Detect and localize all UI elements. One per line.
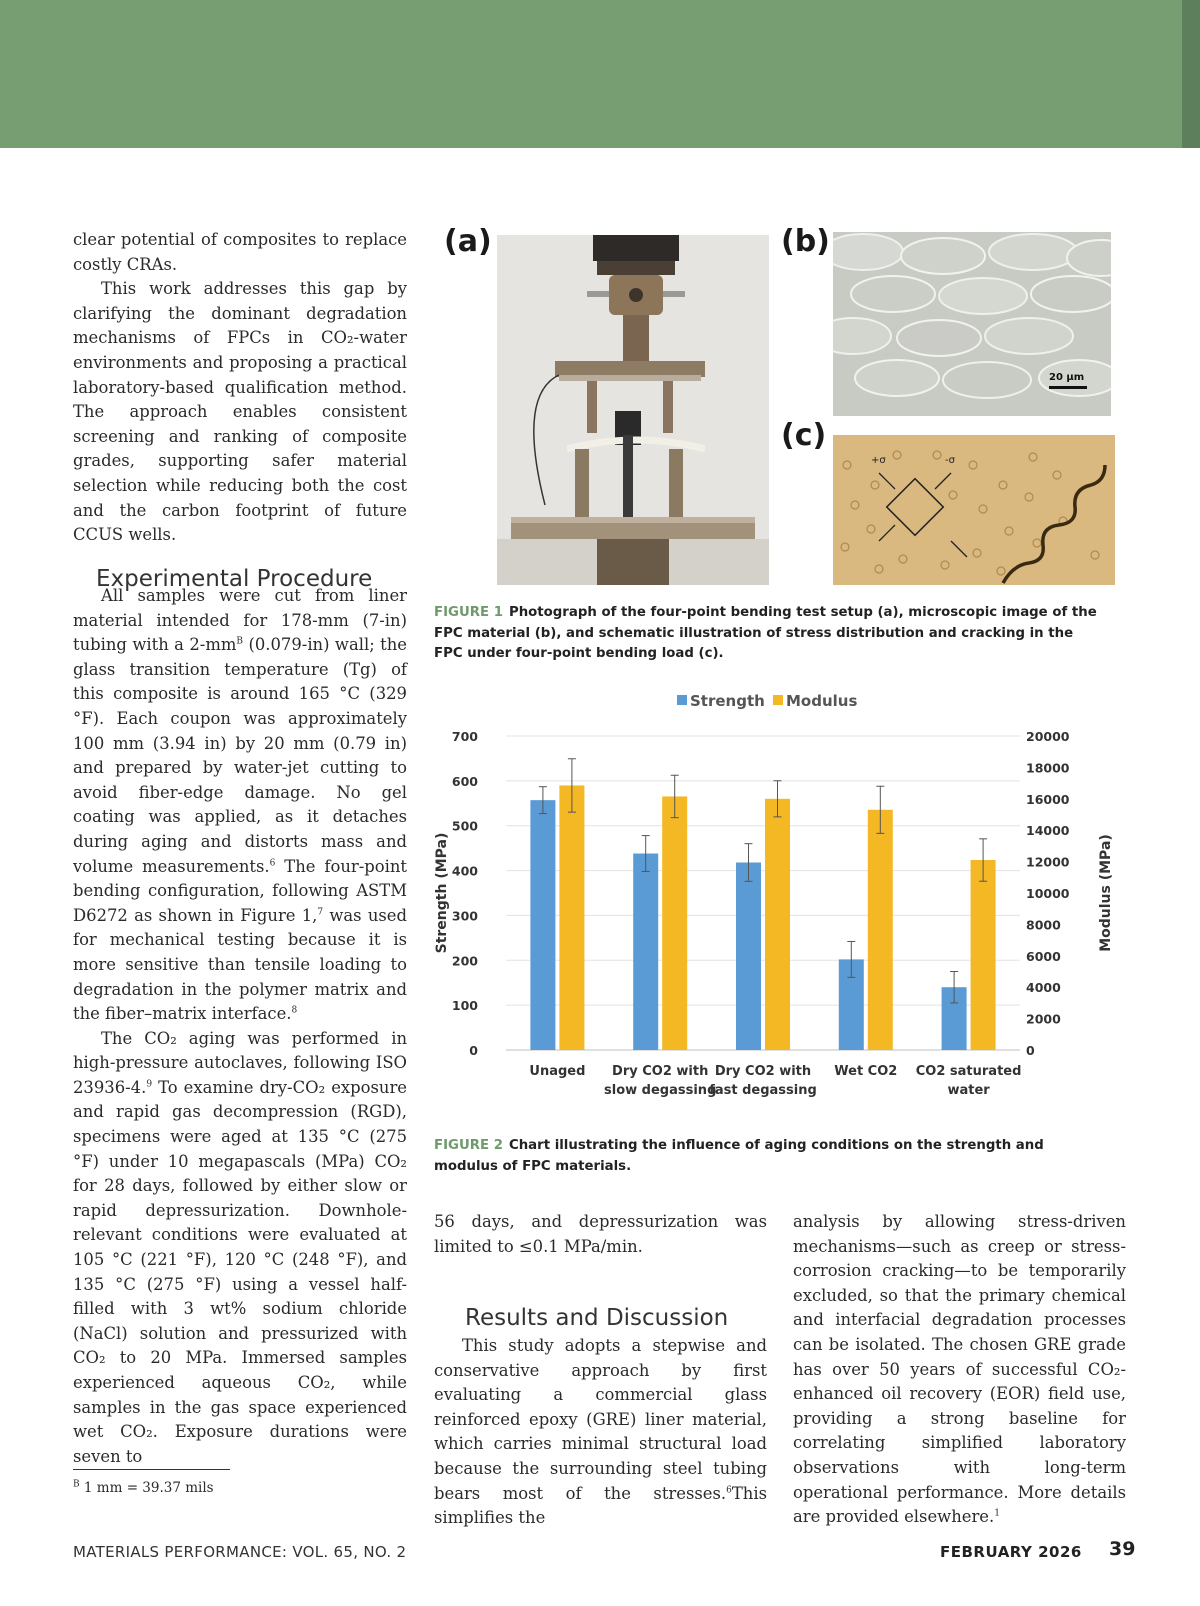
x-category-label: water (947, 1083, 990, 1098)
paragraph: All samples were cut from liner material intended for 178-mm (7-in) tubing with a $2-mm^B$ (0.079-in) wall; the glass transition temperature (Tg) of this composite is around 165 °C (329 °F). Each coupon was approximately 100 mm (3.94 in) by 20 mm (0.79 in) and prepared by water-jet cutting to avoid fiber-edge damage. No gel coating was applied, as it detaches during aging and distorts mass and volume measurements.$^6$ The four-point bending configuration, following ASTM D6272 as shown in Figure 1,$^7$ was used for mechanical testing because it is more sensitive than tensile loading to degradation in the polymer matrix and the fiber–matrix interface.$^8$ (73, 586, 408, 1024)
y-tick-label-left: 600 (451, 773, 478, 789)
footer-journal: MATERIALS PERFORMANCE: VOL. 65, NO. 2 (73, 1543, 407, 1561)
bar-modulus (559, 785, 584, 1050)
y-tick-label-right: 6000 (1026, 948, 1061, 964)
section-heading-experimental: Experimental Procedure (96, 566, 373, 592)
microscopic-illustration (833, 232, 1111, 416)
stress-schematic-illustration (833, 435, 1115, 585)
stress-minus-label: -σ (945, 455, 955, 466)
paragraph: clear potential of composites to replace costly CRAs. (73, 230, 407, 274)
citation-ref: 6 (269, 858, 276, 869)
middle-column (434, 1210, 767, 1259)
paragraph: The CO₂ aging was performed in high-pressure autoclaves, following ISO 23936-4.$^9$ To examine dry-CO₂ exposure and rapid gas decompression (RGD), specimens were aged at 135 °C (275 °F) under 10 megapascals (MPa) CO₂ for 28 days, followed by either slow or rapid depressurization. Downhole-relevant conditions were evaluated at 105 °C (221 °F), 120 °C (248 °F), and 135 °C (275 °F) using a vessel half-filled with 3 wt% sodium chloride (NaCl) solution and pressurized with CO₂ to 20 MPa. Immersed samples experienced aqueous CO₂, while samples in the gas space experienced wet CO₂. Exposure durations were seven to (73, 1028, 407, 1466)
y-tick-label-left: 400 (451, 863, 478, 879)
legend-swatch-strength (677, 695, 687, 705)
header-banner-edge (1182, 0, 1200, 148)
paragraph: analysis by allowing stress-driven mechanisms—such as creep or stress-corrosion cracking—to be temporarily excluded, so that the primary chemical and interfacial degradation processes can be isolated. The chosen GRE grade has over 50 years of successful CO₂-enhanced oil recovery (EOR) field use, providing a strong baseline for correlating simplified laboratory observations with long-term operational performance. More details are provided elsewhere.$^1$ (793, 1212, 1126, 1527)
microscopic-image (833, 232, 1111, 416)
paragraph: This study adopts a stepwise and conservative approach by first evaluating a commercial glass reinforced epoxy (GRE) liner material, which carries minimal structural load because the surrounding steel tubing bears most of the stresses.$^6$This simplifies the (434, 1336, 767, 1528)
footnote-divider (73, 1469, 230, 1470)
citation-ref: 9 (146, 1079, 153, 1090)
citation-ref: 7 (317, 907, 324, 918)
y-tick-label-right: 10000 (1026, 886, 1070, 901)
x-category-label: slow degassing (604, 1083, 717, 1098)
footnote: $^B$ 1 mm = 39.37 mils (73, 1479, 214, 1496)
section-heading-results: Results and Discussion (465, 1305, 729, 1331)
figure1-caption-label: FIGURE 1 (434, 605, 503, 620)
y-tick-label-right: 18000 (1026, 760, 1070, 776)
x-category-label: fast degassing (709, 1083, 817, 1098)
legend-label-modulus: Modulus (786, 692, 858, 710)
figure2-caption (434, 1136, 1100, 1177)
bar-modulus (662, 796, 687, 1050)
chart-bars (530, 759, 995, 1050)
strength-modulus-chart (430, 692, 1120, 1130)
figure-label-a: (a) (444, 224, 492, 259)
y-axis-label-left: Strength (MPa) (434, 832, 450, 954)
paragraph: 56 days, and depressurization was limited to ≤0.1 MPa/min. (434, 1212, 767, 1256)
footer-date: FEBRUARY 2026 (940, 1543, 1082, 1561)
legend-swatch-modulus (773, 695, 783, 705)
bar-modulus (868, 810, 893, 1050)
scale-bar-label: 20 μm (1049, 372, 1085, 383)
x-category-label: Wet CO2 (834, 1064, 898, 1079)
legend-label-strength: Strength (690, 692, 765, 710)
paragraph: This work addresses this gap by clarifying the dominant degradation mechanisms of FPCs in CO₂-water environments and proposing a practical laboratory-based qualification method. The approach enables consistent screening and ranking of composite grades, supporting safer material selection while reducing both the cost and the carbon footprint of future CCUS wells. (73, 279, 407, 545)
chart-categories (529, 1064, 1021, 1098)
footnote-ref: B (236, 636, 244, 647)
citation-ref: 6 (726, 1485, 732, 1496)
x-category-label: Dry CO2 with (714, 1064, 812, 1079)
x-category-label: CO2 saturated (915, 1064, 1022, 1079)
x-category-label: Dry CO2 with (612, 1064, 709, 1079)
bar-modulus (765, 799, 790, 1050)
right-column (793, 1210, 1126, 1530)
bar-modulus (971, 860, 996, 1050)
figure-label-c: (c) (781, 418, 827, 453)
y-tick-label-left: 0 (469, 1043, 478, 1058)
y-tick-label-right: 20000 (1026, 729, 1070, 744)
left-column (73, 228, 407, 548)
y-tick-label-right: 2000 (1026, 1011, 1061, 1027)
y-tick-label-left: 200 (451, 953, 478, 969)
middle-column-results (434, 1334, 767, 1531)
left-column-procedure (73, 584, 407, 1469)
x-category-label: Unaged (529, 1064, 586, 1079)
figure2-caption-text: Chart illustrating the influence of aging conditions on the strength and modulus of FPC materials. (434, 1138, 1044, 1174)
figure1-caption-text: Photograph of the four-point bending test setup (a), microscopic image of the FPC material (b), and schematic illustration of stress distribution and cracking in the FPC under four-point bending load (c). (434, 605, 1097, 661)
y-tick-label-right: 0 (1026, 1043, 1035, 1058)
y-tick-label-right: 8000 (1026, 917, 1061, 933)
y-tick-label-right: 14000 (1026, 823, 1070, 839)
y-tick-label-right: 4000 (1026, 980, 1061, 996)
header-banner (0, 0, 1200, 148)
y-tick-label-left: 300 (451, 908, 478, 924)
y-tick-label-right: 16000 (1026, 791, 1070, 807)
page-number: 39 (1109, 1538, 1136, 1560)
y-tick-label-left: 100 (451, 998, 478, 1014)
y-tick-label-left: 500 (451, 818, 478, 834)
test-setup-photo (497, 235, 769, 585)
chart-legend (677, 692, 857, 710)
figure2-caption-label: FIGURE 2 (434, 1138, 503, 1153)
figure1-caption (434, 603, 1100, 665)
stress-schematic (833, 435, 1115, 585)
y-tick-label-right: 12000 (1026, 854, 1070, 870)
scale-bar (1049, 386, 1087, 389)
citation-ref: 1 (994, 1508, 1000, 1519)
bar-strength (633, 854, 658, 1050)
bar-strength (530, 800, 555, 1050)
citation-ref: 8 (291, 1005, 298, 1016)
y-axis-label-right: Modulus (MPa) (1098, 834, 1114, 952)
y-tick-label-left: 700 (451, 729, 478, 744)
figure-label-b: (b) (781, 224, 830, 259)
bar-strength (736, 862, 761, 1050)
stress-plus-label: +σ (871, 455, 886, 466)
test-setup-illustration (497, 235, 769, 585)
